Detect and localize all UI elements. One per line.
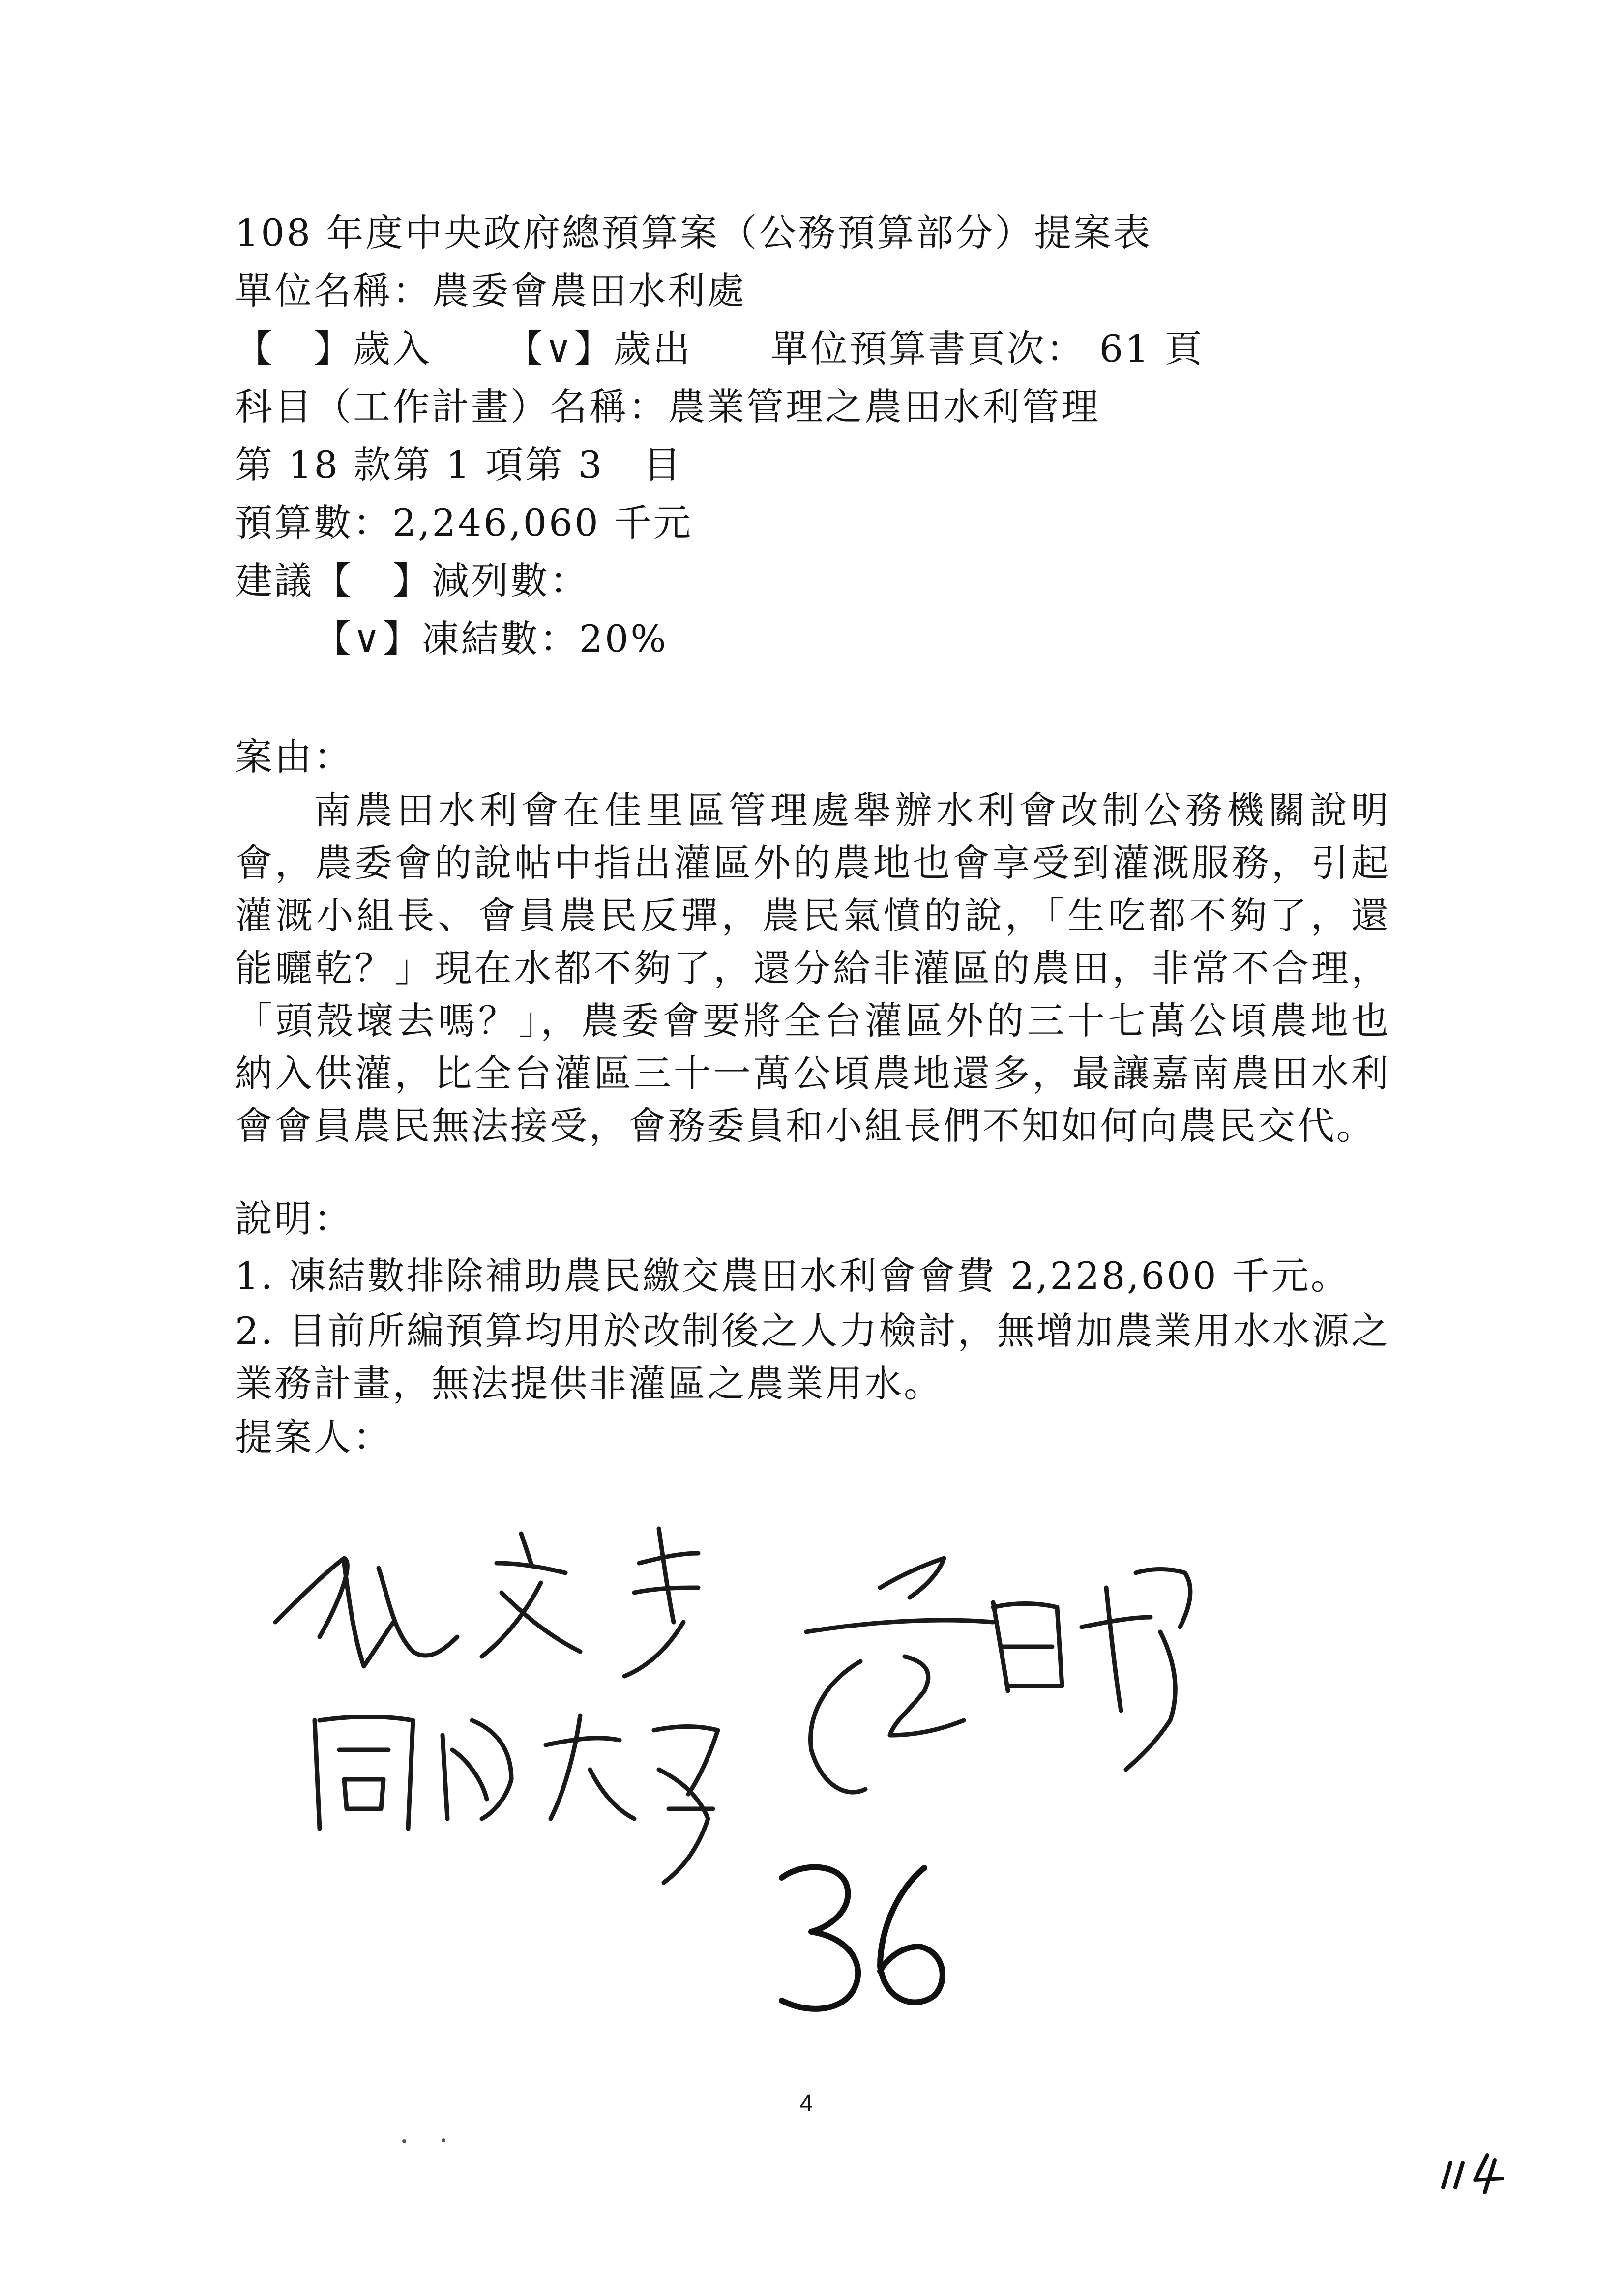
expense-checkbox: 【∨】歲出 [505,327,692,371]
handwritten-page-114 [1443,2155,1502,2192]
page-number: 4 [799,2091,813,2117]
reduce-line: 建議【 】減列數： [235,559,589,603]
explanation-label: 說明： [235,1197,353,1241]
budget-page-ref: 單位預算書頁次： 61 頁 [770,327,1204,371]
revenue-checkbox: 【 】歲入 [235,327,432,371]
signature-3 [806,1558,1190,1792]
reason-text: 南農田水利會在佳里區管理處舉辦水利會改制公務機關說明會，農委會的說帖中指出灌區外的農地也會享受到灌溉服務，引起灌溉小組長、會員農民反彈，農民氣憤的說，「生吃都不夠了，還能曬乾？」現在水都不夠了，還分給非灌區的農田，非常不合理，「頭殼壞去嗎？」，農委會要將全台灌區外的三十七萬公頃農地也納入供灌，比全台灌區三十一萬公頃農地還多，最讓嘉南農田水利會會員農民無法接受，會務委員和小組長們不知如何向農民交代。 [235,788,1390,1148]
handwritten-number-36 [782,1867,943,2009]
budget-amount: 預算數：2,246,060 千元 [235,501,693,545]
document-title: 108 年度中央政府總預算案（公務預算部分）提案表 [235,211,1152,255]
signature-2 [315,1715,718,1883]
scan-speck [402,2139,406,2143]
subject-name: 科目（工作計畫）名稱：農業管理之農田水利管理 [235,385,1100,429]
signature-1 [275,1529,698,1676]
unit-name: 單位名稱：農委會農田水利處 [235,269,746,313]
clause-line: 第 18 款第 1 項第 3 目 [235,443,683,487]
freeze-line: 【∨】凍結數：20% [314,617,668,661]
proposer-label: 提案人： [235,1415,392,1459]
scan-speck [442,2138,445,2142]
reason-label: 案由： [235,735,353,779]
explanation-item-1: 1. 凍結數排除補助農民繳交農田水利會會費 2,228,600 千元。 [235,1254,1350,1298]
explanation-item-2: 2. 目前所編預算均用於改制後之人力檢討，無增加農業用水水源之業務計畫，無法提供非灌區之農業用水。 [235,1309,1390,1405]
